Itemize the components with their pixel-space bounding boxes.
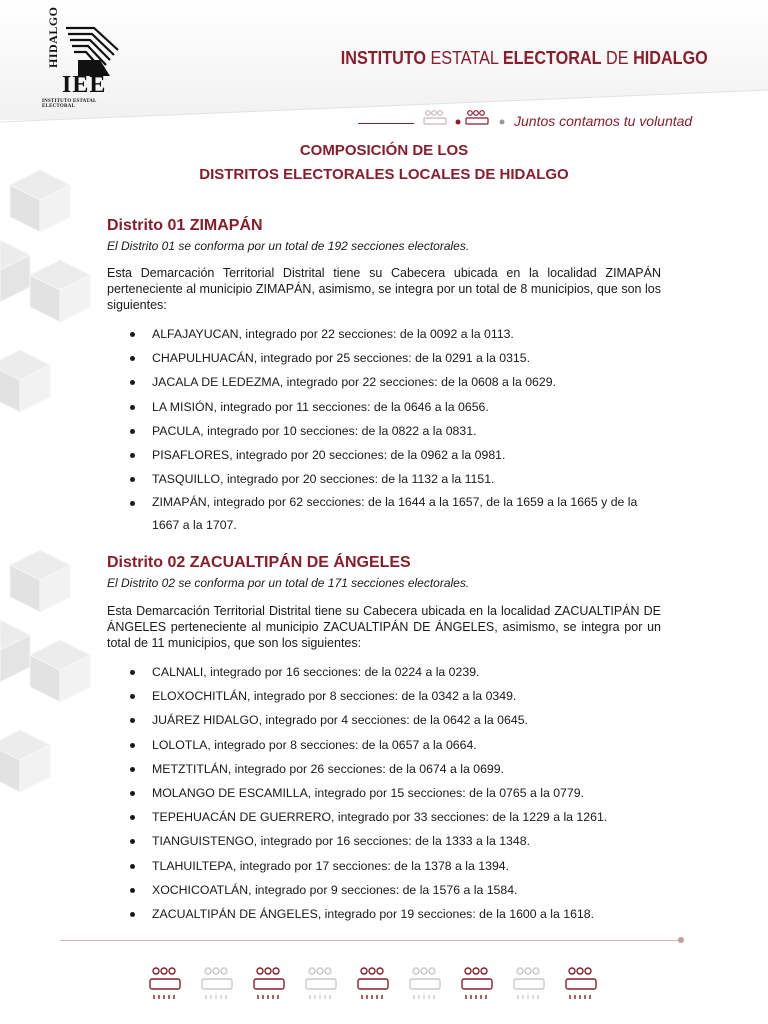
institute-word-1: INSTITUTO bbox=[340, 48, 427, 68]
list-item: XOCHICOATLÁN, integrado por 9 secciones: de la 1576 a la 1584. bbox=[107, 878, 667, 902]
district-02-summary: El Distrito 02 se conforma por un total de 171 secciones electorales. bbox=[107, 576, 470, 590]
list-item: TIANGUISTENGO, integrado por 16 secciones: de la 1333 a la 1348. bbox=[107, 829, 667, 853]
institute-word-2: ESTATAL bbox=[430, 48, 499, 68]
institute-word-5: HIDALGO bbox=[633, 48, 708, 68]
institute-word-4: DE bbox=[606, 48, 629, 68]
list-item: TASQUILLO, integrado por 20 secciones: de la 1132 a la 1151. bbox=[107, 467, 667, 491]
document-title-line-2: DISTRITOS ELECTORALES LOCALES DE HIDALGO bbox=[199, 166, 569, 183]
district-01-paragraph: Esta Demarcación Territorial Distrital tiene su Cabecera ubicada en la localidad ZIMAPÁN perteneciente al municipio ZIMAPÁN, asimismo, se integra por un total de 8 municipios, que son los siguientes: bbox=[107, 266, 661, 312]
logo-subtitle: INSTITUTO ESTATAL ELECTORAL bbox=[42, 99, 97, 109]
list-item: CHAPULHUACÁN, integrado por 25 secciones: de la 0291 a la 0315. bbox=[107, 346, 667, 370]
district-02-paragraph: Esta Demarcación Territorial Distrital tiene su Cabecera ubicada en la localidad ZACUALTIPÁN DE ÁNGELES perteneciente al municipio ZACUALTIPÁN DE ÁNGELES, asimismo, se integra por un total de 11 municipios, que son los siguientes: bbox=[107, 604, 661, 650]
list-item: ALFAJAYUCAN, integrado por 22 secciones: de la 0092 a la 0113. bbox=[107, 322, 667, 346]
footer-divider bbox=[60, 940, 682, 941]
logo-vertical-text: HIDALGO bbox=[46, 6, 60, 68]
list-item: TEPEHUACÁN DE GUERRERO, integrado por 33 secciones: de la 1229 a la 1261. bbox=[107, 805, 667, 829]
slogan: Juntos contamos tu voluntad bbox=[514, 113, 693, 129]
list-item: LOLOTLA, integrado por 8 secciones: de la 0657 a la 0664. bbox=[107, 733, 667, 757]
logo-acronym: IEE bbox=[62, 72, 107, 98]
list-item: TLAHUILTEPA, integrado por 17 secciones: de la 1378 a la 1394. bbox=[107, 854, 667, 878]
institute-word-3: ELECTORAL bbox=[503, 48, 602, 68]
list-item: METZTITLÁN, integrado por 26 secciones: de la 0674 a la 0699. bbox=[107, 757, 667, 781]
district-02-heading: Distrito 02 ZACUALTIPÁN DE ÁNGELES bbox=[107, 554, 411, 571]
district-01-heading: Distrito 01 ZIMAPÁN bbox=[107, 217, 263, 234]
ballot-icons bbox=[420, 108, 512, 134]
district-02-municipality-list bbox=[107, 660, 667, 926]
iee-logo bbox=[38, 6, 130, 109]
list-item: CALNALI, integrado por 16 secciones: de la 0224 a la 0239. bbox=[107, 660, 667, 684]
list-item: ZACUALTIPÁN DE ÁNGELES, integrado por 19 secciones: de la 1600 a la 1618. bbox=[107, 902, 667, 926]
list-item: JACALA DE LEDEZMA, integrado por 22 secciones: de la 0608 a la 0629. bbox=[107, 370, 667, 394]
list-item: MOLANGO DE ESCAMILLA, integrado por 15 secciones: de la 0765 a la 0779. bbox=[107, 781, 667, 805]
footer-ballot-icons bbox=[148, 966, 618, 1006]
list-item: JUÁREZ HIDALGO, integrado por 4 secciones: de la 0642 a la 0645. bbox=[107, 708, 667, 732]
slogan-divider bbox=[358, 123, 414, 124]
list-item: ELOXOCHITLÁN, integrado por 8 secciones: de la 0342 a la 0349. bbox=[107, 684, 667, 708]
list-item: LA MISIÓN, integrado por 11 secciones: de la 0646 a la 0656. bbox=[107, 395, 667, 419]
footer-dot bbox=[678, 937, 684, 943]
district-01-summary: El Distrito 01 se conforma por un total de 192 secciones electorales. bbox=[107, 239, 470, 253]
list-item: ZIMAPÁN, integrado por 62 secciones: de la 1644 a la 1657, de la 1659 a la 1665 y de la 1667 a la 1707. bbox=[107, 491, 667, 537]
list-item: PACULA, integrado por 10 secciones: de la 0822 a la 0831. bbox=[107, 419, 667, 443]
institute-title bbox=[341, 48, 708, 69]
list-item: PISAFLORES, integrado por 20 secciones: de la 0962 a la 0981. bbox=[107, 443, 667, 467]
district-01-municipality-list bbox=[107, 322, 667, 537]
left-cube-pattern bbox=[0, 170, 110, 830]
document-title-line-1: COMPOSICIÓN DE LOS bbox=[299, 142, 469, 159]
